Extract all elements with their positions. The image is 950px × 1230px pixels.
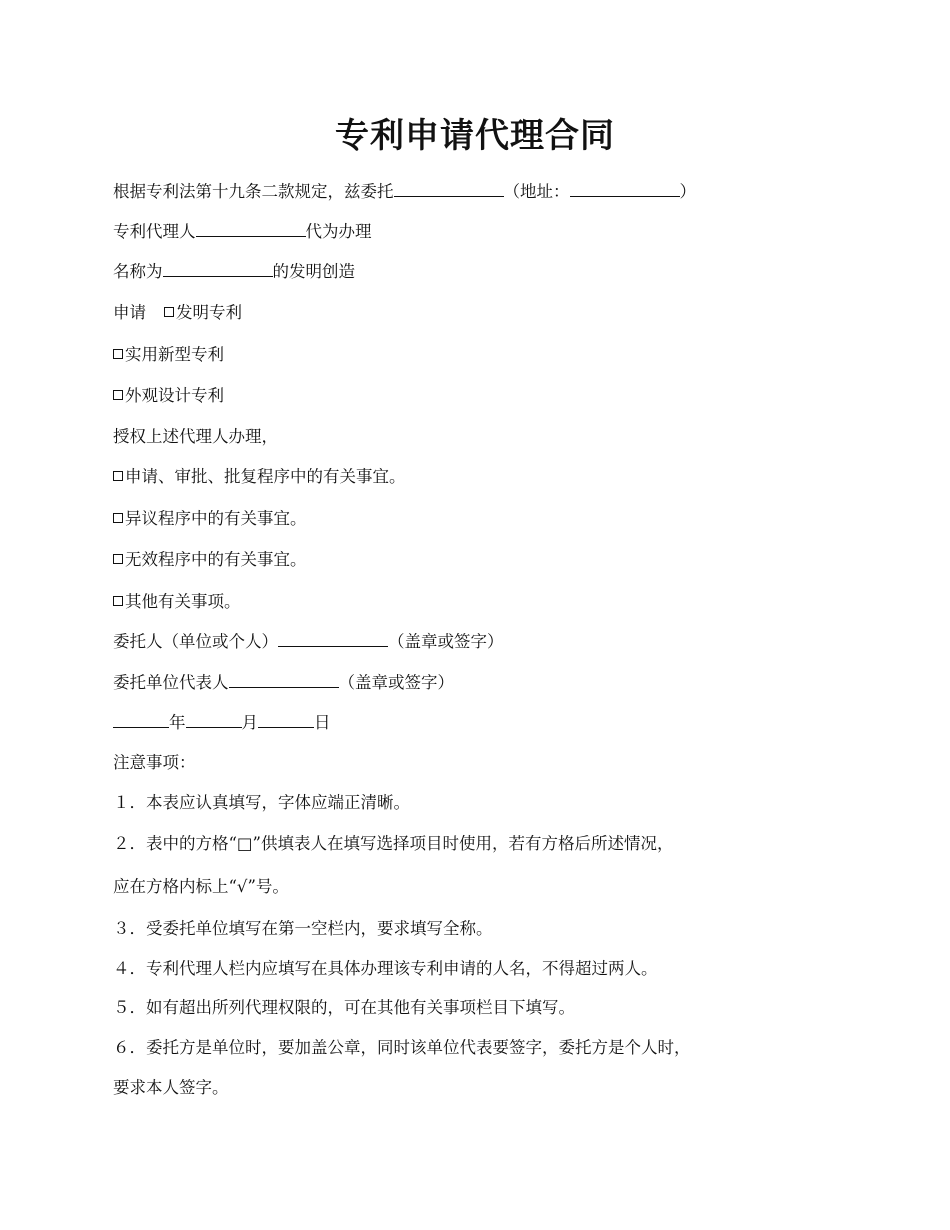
authorize-checkbox-3[interactable] — [113, 554, 123, 564]
authorize-checkbox-1[interactable] — [113, 471, 123, 481]
authorize-item-2 — [113, 507, 307, 531]
design-line — [113, 384, 224, 408]
rep-label: 委托单位代表人 — [113, 673, 229, 692]
agent-line — [113, 220, 372, 244]
note-1: １．本表应认真填写，字体应端正清晰。 — [113, 793, 410, 812]
rep-signature-blank[interactable] — [229, 672, 339, 688]
authorize-lead: 授权上述代理人办理， — [113, 427, 278, 446]
authorize-item-2-label: 异议程序中的有关事宜。 — [125, 509, 307, 528]
address-close: ） — [679, 182, 696, 201]
design-label: 外观设计专利 — [125, 386, 224, 405]
note-6-continued: 要求本人签字。 — [113, 1078, 229, 1097]
day-blank[interactable] — [258, 712, 314, 728]
invention-name-line — [113, 260, 355, 284]
invention-label: 发明专利 — [176, 303, 242, 322]
agent-prefix: 专利代理人 — [113, 222, 196, 241]
day-label: 日 — [314, 713, 331, 732]
note-2-continued: 应在方格内标上“√”号。 — [113, 877, 289, 896]
note-5: ５．如有超出所列代理权限的，可在其他有关事项栏目下填写。 — [113, 998, 575, 1017]
note-4: ４．专利代理人栏内应填写在具体办理该专利申请的人名，不得超过两人。 — [113, 959, 658, 978]
intro-prefix: 根据专利法第十九条二款规定，兹委托 — [113, 182, 394, 201]
intro-line — [113, 180, 696, 204]
design-checkbox[interactable] — [113, 390, 123, 400]
name-prefix: 名称为 — [113, 262, 163, 281]
date-line — [113, 711, 331, 735]
apply-line — [113, 301, 242, 325]
apply-label: 申请 — [113, 303, 146, 322]
authorize-checkbox-2[interactable] — [113, 513, 123, 523]
year-label: 年 — [169, 713, 186, 732]
invention-name-blank[interactable] — [163, 261, 273, 277]
note-3: ３．受委托单位填写在第一空栏内，要求填写全称。 — [113, 919, 493, 938]
authorize-item-4 — [113, 590, 241, 614]
name-suffix: 的发明创造 — [272, 262, 355, 281]
client-label: 委托人（单位或个人） — [113, 632, 278, 651]
agent-suffix: 代为办理 — [305, 222, 372, 241]
invention-checkbox[interactable] — [164, 307, 174, 317]
document-title: 专利申请代理合同 — [335, 116, 615, 156]
client-suffix: （盖章或签字） — [388, 632, 504, 651]
note-6: ６．委托方是单位时，要加盖公章，同时该单位代表要签字，委托方是个人时， — [113, 1038, 691, 1057]
agency-name-blank[interactable] — [394, 181, 504, 197]
authorize-item-4-label: 其他有关事项。 — [125, 592, 241, 611]
agent-blank[interactable] — [196, 221, 306, 237]
month-label: 月 — [241, 713, 258, 732]
authorize-item-3-label: 无效程序中的有关事宜。 — [125, 550, 307, 569]
note-2: ２．表中的方格“□”供填表人在填写选择项目时使用，若有方格后所述情况， — [113, 834, 674, 853]
utility-checkbox[interactable] — [113, 349, 123, 359]
client-signature-blank[interactable] — [278, 631, 388, 647]
rep-suffix: （盖章或签字） — [338, 673, 454, 692]
authorize-item-3 — [113, 548, 307, 572]
month-blank[interactable] — [186, 712, 242, 728]
year-blank[interactable] — [113, 712, 169, 728]
notes-heading: 注意事项： — [113, 753, 196, 772]
address-open: （地址： — [503, 182, 570, 201]
authorize-item-1 — [113, 465, 406, 489]
authorize-item-1-label: 申请、审批、批复程序中的有关事宜。 — [125, 467, 406, 486]
utility-line — [113, 343, 224, 367]
utility-label: 实用新型专利 — [125, 345, 224, 364]
client-signature-line — [113, 630, 504, 654]
address-blank[interactable] — [570, 181, 680, 197]
authorize-checkbox-4[interactable] — [113, 596, 123, 606]
rep-signature-line — [113, 671, 454, 695]
